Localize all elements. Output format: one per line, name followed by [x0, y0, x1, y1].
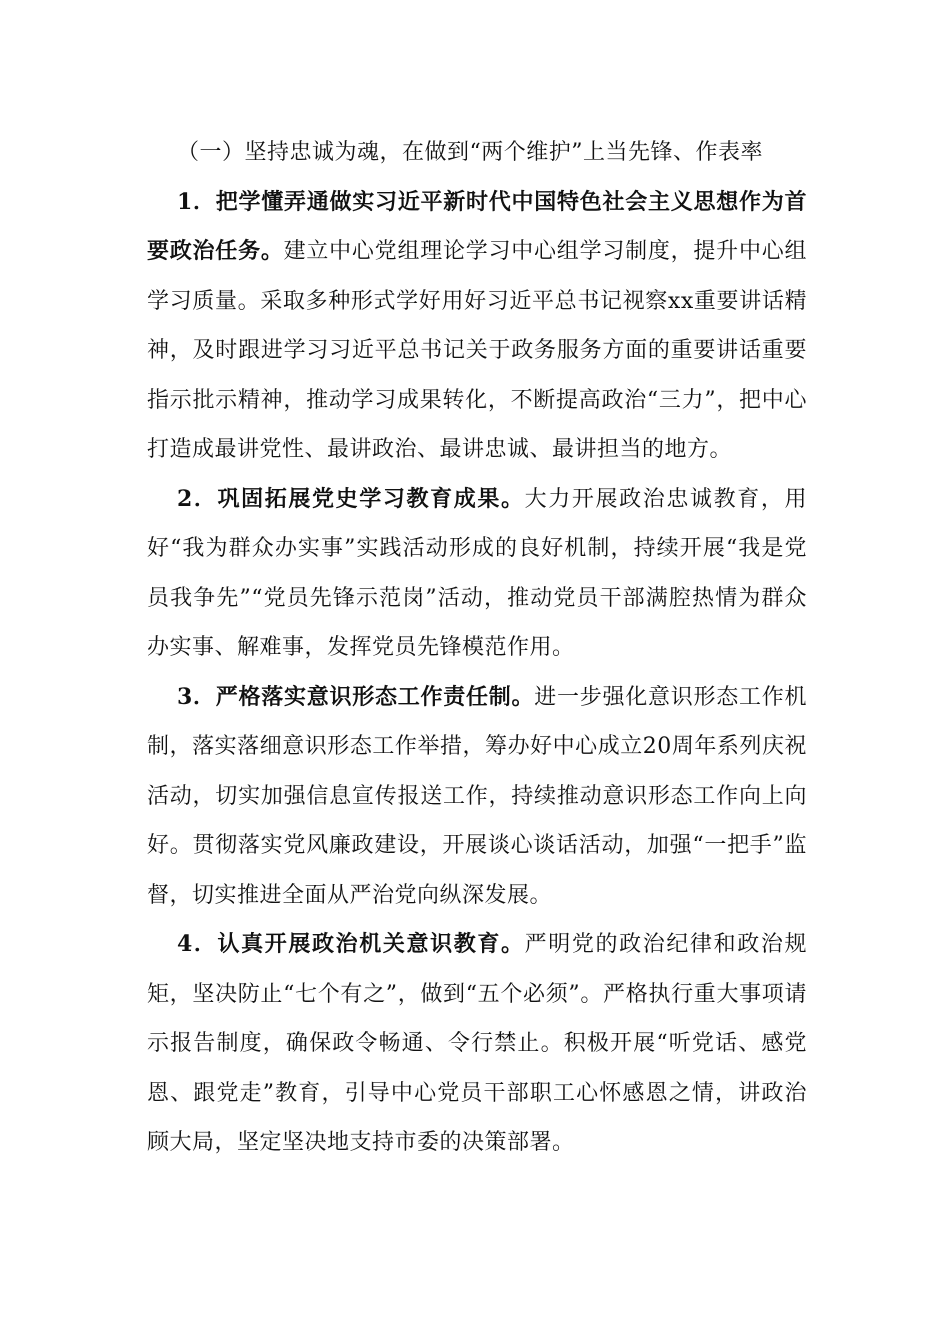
paragraph-1-body: 建立中心党组理论学习中心组学习制度，提升中心组学习质量。采取多种形式学好用好习近平总书记视察xx重要讲话精神，及时跟进学习习近平总书记关于政务服务方面的重要讲话重要指示批示精神，推动学习成果转化，不断提高政治“三力”，把中心打造成最讲党性、最讲政治、最讲忠诚、最讲担当的地方。 — [147, 239, 807, 462]
paragraph-2-body: 大力开展政治忠诚教育，用好“我为群众办实事”实践活动形成的良好机制，持续开展“我是党员我争先”“党员先锋示范岗”活动，推动党员干部满腔热情为群众办实事、解难事，发挥党员先锋模范作用。 — [147, 486, 807, 660]
document-body — [147, 128, 807, 1168]
section-heading: （一）坚持忠诚为魂，在做到“两个维护”上当先锋、作表率 — [177, 140, 763, 165]
paragraph-3-lead: 3．严格落实意识形态工作责任制。 — [177, 683, 535, 710]
paragraph-4-body: 严明党的政治纪律和政治规矩，坚决防止“七个有之”，做到“五个必须”。严格执行重大事项请示报告制度，确保政令畅通、令行禁止。积极开展“听党话、感党恩、跟党走”教育，引导中心党员干部职工心怀感恩之情，讲政治顾大局，坚定坚决地支持市委的决策部署。 — [147, 932, 807, 1155]
paragraph-3 — [147, 673, 807, 921]
paragraph-4-lead: 4．认真开展政治机关意识教育。 — [177, 931, 525, 957]
paragraph-1-lead: 1．把学懂弄通做实习近平新时代中国特色社会主义思想作为首要政治任务。 — [147, 188, 807, 264]
paragraph-3-body: 进一步强化意识形态工作机制，落实落细意识形态工作举措，筹办好中心成立20周年系列庆祝活动，切实加强信息宣传报送工作，持续推动意识形态工作向上向好。贯彻落实党风廉政建设，开展谈心谈话活动，加强“一把手”监督，切实推进全面从严治党向纵深发展。 — [147, 684, 807, 908]
paragraph-4 — [147, 920, 807, 1168]
paragraph-2 — [147, 475, 807, 673]
paragraph-1 — [147, 178, 807, 475]
paragraph-2-lead: 2．巩固拓展党史学习教育成果。 — [177, 485, 525, 512]
